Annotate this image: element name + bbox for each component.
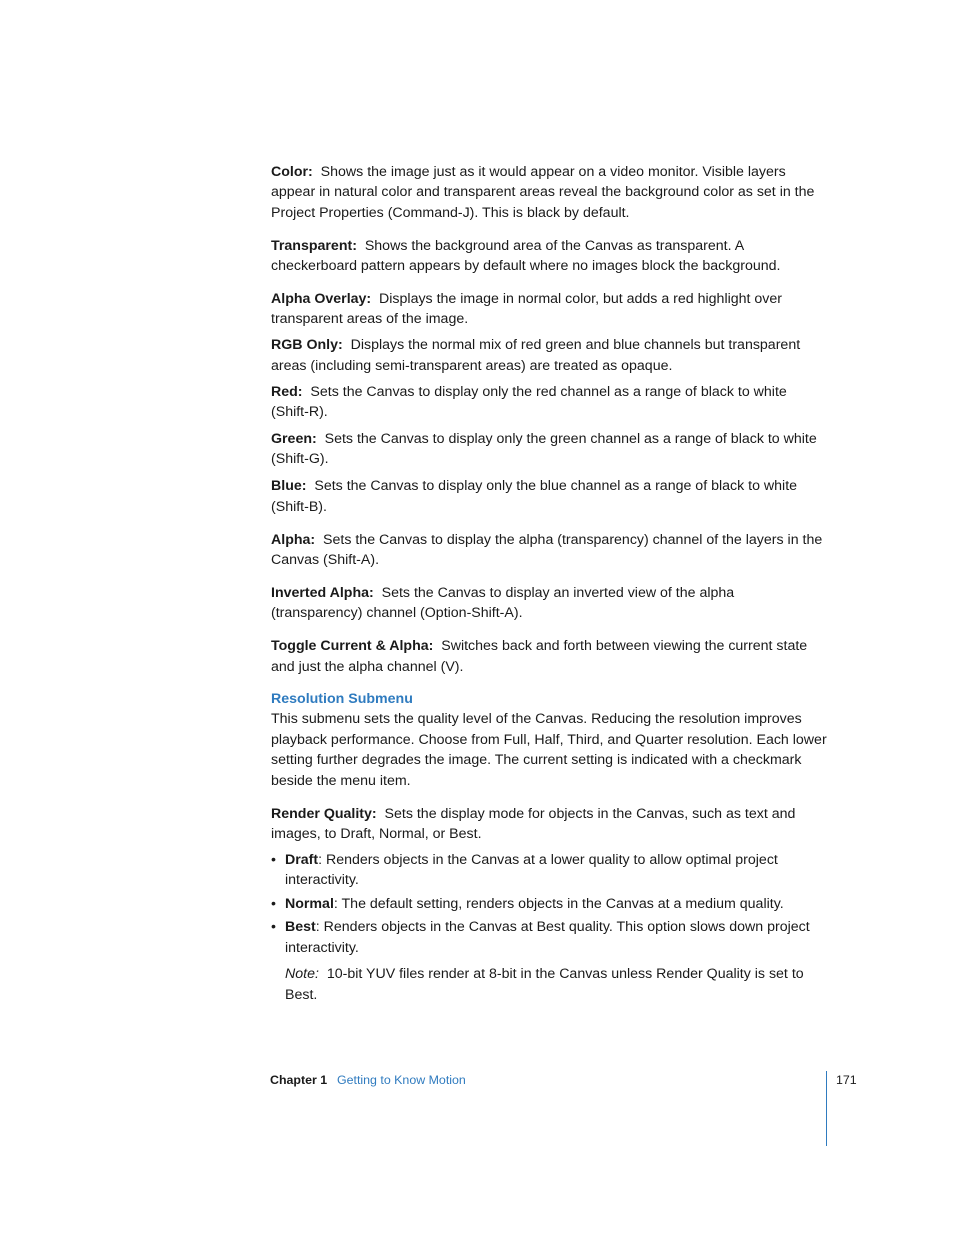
section-body: This submenu sets the quality level of the Canvas. Reducing the resolution improves playback performance. Choose from Full, Half, Third, and Quarter resolution. Each lower setting further degrades the image. The current setting is indicated with a checkmark beside the menu item. [271, 711, 827, 789]
list-item-normal [271, 894, 827, 914]
entry-text: Shows the image just as it would appear on a video monitor. Visible layers appear in natural color and transparent areas reveal the background color as set in the Project Properties (Command-J). This is black by default. [271, 164, 815, 221]
entry-text: Sets the display mode for objects in the Canvas, such as text and images, to Draft, Normal, or Best. [271, 805, 796, 842]
footer-divider [826, 1071, 827, 1146]
entry-term: Alpha Overlay: [271, 291, 372, 308]
entry-alpha-overlay [271, 289, 827, 330]
render-quality-options [271, 850, 827, 958]
section-heading: Resolution Submenu [271, 691, 413, 708]
bullet-icon: • [271, 919, 276, 936]
entry-text: Sets the Canvas to display the alpha (transparency) channel of the layers in the Canvas (Shift-A). [271, 531, 823, 568]
entry-toggle-current-alpha [271, 636, 827, 677]
entry-green [271, 429, 827, 470]
entry-term: Blue: [271, 478, 307, 495]
entry-rgb-only [271, 335, 827, 376]
note [285, 964, 827, 1005]
entry-term: Render Quality: [271, 805, 377, 822]
bullet-icon: • [271, 851, 276, 868]
entry-term: Alpha: [271, 531, 316, 548]
page-content [271, 162, 827, 1005]
list-item-draft [271, 850, 827, 891]
bullet-text: : Renders objects in the Canvas at a lower quality to allow optimal project interactivity. [285, 851, 778, 889]
page-number: 171 [836, 1073, 857, 1087]
bullet-term: Normal [285, 895, 334, 912]
entry-text: Displays the image in normal color, but adds a red highlight over transparent areas of the image. [271, 291, 783, 328]
entry-text: Sets the Canvas to display only the red channel as a range of black to white (Shift-R). [271, 383, 787, 421]
entry-alpha [271, 530, 827, 571]
entry-term: Toggle Current & Alpha: [271, 638, 434, 655]
entry-text: Shows the background area of the Canvas as transparent. A checkerboard pattern appears by default where no images block the background. [271, 237, 781, 275]
entry-color [271, 162, 827, 223]
entry-text: Sets the Canvas to display an inverted view of the alpha (transparency) channel (Option-Shift-A). [271, 584, 735, 622]
bullet-icon: • [271, 895, 276, 912]
entry-text: Sets the Canvas to display only the blue channel as a range of black to white (Shift-B). [271, 478, 798, 515]
bullet-text: : Renders objects in the Canvas at Best quality. This option slows down project interactivity. [285, 919, 810, 956]
note-label: Note: [285, 966, 319, 983]
entry-text: Displays the normal mix of red green and blue channels but transparent areas (including semi-transparent areas) are treated as opaque. [271, 337, 801, 374]
entry-term: Transparent: [271, 237, 357, 254]
entry-term: Inverted Alpha: [271, 584, 374, 601]
bullet-text: : The default setting, renders objects in the Canvas at a medium quality. [333, 895, 784, 912]
entry-inverted-alpha [271, 583, 827, 624]
bullet-term: Draft [285, 851, 319, 868]
footer-chapter-title: Getting to Know Motion [337, 1073, 466, 1087]
entry-term: Red: [271, 383, 303, 400]
entry-term: Color: [271, 164, 313, 180]
entry-blue [271, 476, 827, 517]
footer-chapter: Chapter 1 [270, 1073, 328, 1087]
entry-transparent [271, 236, 827, 277]
note-text: 10-bit YUV files render at 8-bit in the Canvas unless Render Quality is set to Best. [285, 966, 804, 1003]
entry-term: Green: [271, 430, 317, 447]
entry-red [271, 382, 827, 423]
entry-term: RGB Only: [271, 337, 343, 354]
entry-render-quality [271, 804, 827, 845]
list-item-best [271, 917, 827, 958]
bullet-term: Best [285, 919, 316, 936]
entry-text: Sets the Canvas to display only the green channel as a range of black to white (Shift-G). [271, 430, 817, 468]
entry-text: Switches back and forth between viewing the current state and just the alpha channel (V). [271, 638, 808, 675]
